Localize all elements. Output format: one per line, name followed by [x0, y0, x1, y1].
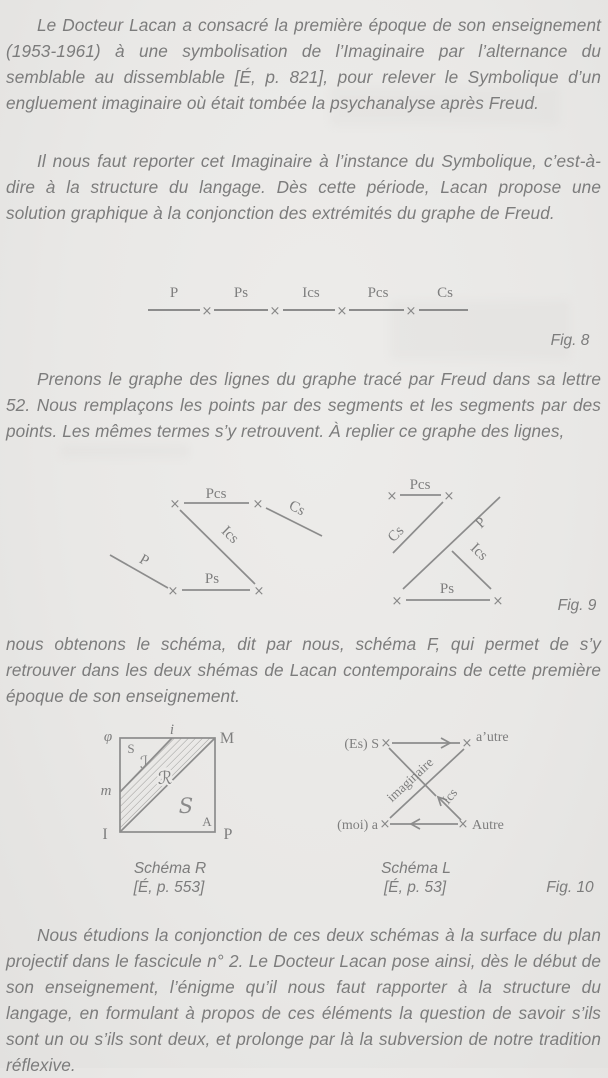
fig8-cross-mark: ×: [201, 304, 213, 319]
paragraph-3: Prenons le graphe des lignes du graphe tracé par Freud dans sa lettre 52. Nous remplaçons les points par des segments et les segments par des points. Les mêmes termes s’y retrouvent. À replier ce graphe des lignes,: [6, 369, 601, 441]
fig9-cross-mark: ×: [252, 497, 264, 512]
fig9-right-label-Ics: Ics: [466, 540, 491, 564]
fig9-left-label-Pcs: Pcs: [205, 486, 227, 502]
paragraph-2: Il nous faut reporter cet Imaginaire à l’instance du Symbolique, c’est-à-dire à la structure du langage. Dès cette période, Lacan propose une solution graphique à la conjonction des extrémités du graphe de Freud.: [6, 151, 601, 223]
schema-r-diagram: [101, 722, 235, 896]
schema-r-inner-A: A: [202, 814, 212, 829]
fig9-cross-mark: ×: [169, 497, 181, 512]
fig9-cross-mark: ×: [167, 584, 179, 599]
fig8-cross-mark: ×: [405, 304, 417, 319]
schema-l-node-autre-prime: a’utre: [476, 730, 509, 745]
schema-r-caption: Schéma R: [133, 860, 207, 877]
schema-r-field-reel: ℛ: [157, 768, 173, 789]
fig9-cross-mark: ×: [391, 594, 403, 609]
schema-l-node-moi-a: (moi) a: [337, 818, 378, 833]
fig8-label-P: P: [169, 285, 179, 301]
schema-r-corner-I: I: [102, 826, 108, 843]
fig9-left-diagram: [110, 486, 322, 599]
fig9-right-label-Ps: Ps: [439, 581, 455, 597]
schema-r-corner-P: P: [223, 826, 233, 843]
fig9-right-label-Cs: Cs: [384, 522, 408, 546]
fig8-label-Pcs: Pcs: [367, 285, 389, 301]
schema-r-corner-M: M: [219, 730, 235, 747]
fig9-cross-mark: ×: [386, 489, 398, 504]
fig8-label-Ics: Ics: [302, 285, 320, 301]
fig8-label-Ps: Ps: [233, 285, 249, 301]
figure-8-freud-line-diagram: [0, 270, 608, 350]
fig8-cross-mark: ×: [336, 304, 348, 319]
schema-l-reference: [É, p. 53]: [383, 879, 447, 896]
figure-10-schemas: [0, 720, 608, 900]
fig9-left-label-Ics: Ics: [217, 523, 242, 547]
fig9-left-label-P: P: [136, 551, 152, 570]
schema-l-label-imaginaire: imaginaire: [383, 754, 437, 805]
fig9-cross-mark: ×: [492, 594, 504, 609]
fig9-left-label-Ps: Ps: [204, 571, 220, 587]
fig9-right-segment-p: [403, 497, 500, 589]
schema-l-caption: Schéma L: [381, 860, 451, 877]
schema-r-field-imaginaire: ℐ: [140, 753, 148, 773]
paragraph-5: Nous étudions la conjonction de ces deux schémas à la surface du plan projectif dans le fascicule n° 2. Le Docteur Lacan pose ainsi, dès le début de son enseignement, l’énigme qu’il nous faut rapporter à la structure du langage, en formulant à propos de ces éléments la question de savoir s’ils sont un ou s’ils sont deux, et prolonge par là la subversion de notre tradition réflexive.: [6, 925, 601, 1075]
schema-r-reference: [É, p. 553]: [133, 879, 205, 896]
schema-l-cross-mark: ×: [457, 817, 469, 832]
fig9-caption: Fig. 9: [557, 597, 597, 614]
schema-l-cross-mark: ×: [379, 817, 391, 832]
paragraph-4: nous obtenons le schéma, dit par nous, schéma F, qui permet de s’y retrouver dans les deux shémas de Lacan contemporains de cette première époque de son enseignement.: [6, 634, 601, 706]
schema-r-edge-m: m: [100, 783, 112, 799]
schema-l-cross-mark: ×: [461, 736, 473, 751]
fig10-caption: Fig. 10: [546, 879, 594, 896]
schema-r-corner-phi: φ: [103, 729, 113, 745]
schema-l-diagram: [337, 730, 508, 896]
fig9-cross-mark: ×: [253, 584, 265, 599]
fig9-left-label-Cs: Cs: [286, 497, 308, 520]
fig9-right-diagram: [385, 477, 504, 609]
figure-9-folded-graphs: [0, 468, 608, 620]
schema-l-node-es-s: (Es) S: [344, 737, 379, 752]
schema-l-cross-mark: ×: [380, 736, 392, 751]
fig8-cross-mark: ×: [269, 304, 281, 319]
schema-r-edge-i: i: [169, 722, 175, 738]
schema-r-inner-S: S: [127, 741, 135, 756]
fig8-label-Cs: Cs: [437, 285, 453, 301]
schema-l-node-autre: Autre: [472, 818, 504, 833]
scan-bleed-artifact: [60, 444, 190, 458]
schema-r-field-symbolique: S: [178, 794, 194, 818]
paragraph-1: Le Docteur Lacan a consacré la première époque de son enseignement (1953-1961) à une symbolisation de l’Imaginaire par l’alternance du semblable au dissemblable [É, p. 821], pour relever le Symbolique d’un engluement imaginaire où était tombée la psychanalyse après Freud.: [6, 15, 601, 113]
fig9-right-label-Pcs: Pcs: [409, 477, 431, 493]
fig9-right-label-P: P: [472, 514, 490, 532]
fig9-cross-mark: ×: [443, 489, 455, 504]
schema-l-label-ics: Ics: [438, 785, 461, 807]
fig8-caption: Fig. 8: [550, 332, 590, 349]
